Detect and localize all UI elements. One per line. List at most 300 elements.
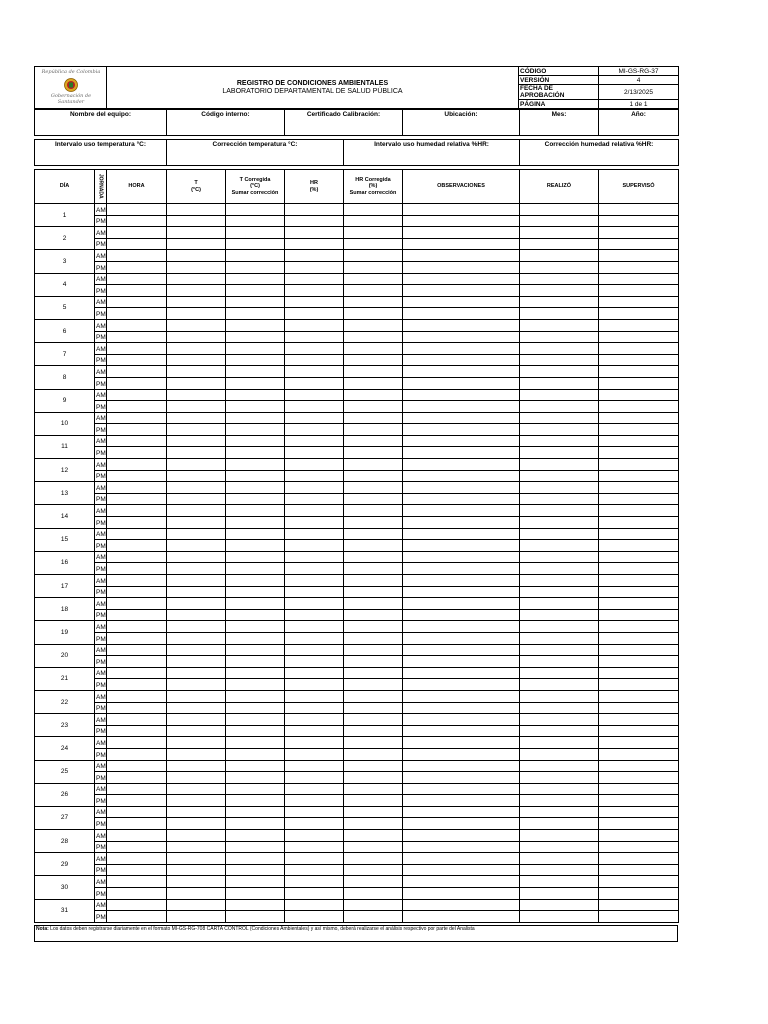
cell-superviso[interactable] bbox=[599, 667, 679, 679]
cell-hr[interactable] bbox=[285, 609, 344, 621]
cell-t[interactable] bbox=[167, 760, 226, 772]
cell-observaciones[interactable] bbox=[403, 667, 520, 679]
cell-hr[interactable] bbox=[285, 296, 344, 308]
cell-realizo[interactable] bbox=[520, 273, 599, 285]
cell-realizo[interactable] bbox=[520, 366, 599, 378]
cell-t-corregida[interactable] bbox=[226, 737, 285, 749]
cell-t-corregida[interactable] bbox=[226, 238, 285, 250]
cell-hr-corregida[interactable] bbox=[344, 401, 403, 413]
cell-observaciones[interactable] bbox=[403, 748, 520, 760]
cell-hr-corregida[interactable] bbox=[344, 760, 403, 772]
cell-t[interactable] bbox=[167, 586, 226, 598]
cell-hora[interactable] bbox=[107, 690, 167, 702]
cell-t[interactable] bbox=[167, 899, 226, 911]
cell-superviso[interactable] bbox=[599, 551, 679, 563]
cell-t-corregida[interactable] bbox=[226, 806, 285, 818]
cell-hora[interactable] bbox=[107, 227, 167, 239]
cell-realizo[interactable] bbox=[520, 632, 599, 644]
cell-hora[interactable] bbox=[107, 482, 167, 494]
cell-t-corregida[interactable] bbox=[226, 864, 285, 876]
cell-t-corregida[interactable] bbox=[226, 888, 285, 900]
cell-t[interactable] bbox=[167, 621, 226, 633]
cell-realizo[interactable] bbox=[520, 656, 599, 668]
cell-hr-corregida[interactable] bbox=[344, 505, 403, 517]
cell-realizo[interactable] bbox=[520, 690, 599, 702]
cell-hr[interactable] bbox=[285, 470, 344, 482]
cell-t-corregida[interactable] bbox=[226, 296, 285, 308]
cell-t[interactable] bbox=[167, 551, 226, 563]
cell-t[interactable] bbox=[167, 459, 226, 471]
cell-realizo[interactable] bbox=[520, 667, 599, 679]
cell-t[interactable] bbox=[167, 227, 226, 239]
cell-t[interactable] bbox=[167, 598, 226, 610]
cell-observaciones[interactable] bbox=[403, 563, 520, 575]
cell-t[interactable] bbox=[167, 319, 226, 331]
cell-hr-corregida[interactable] bbox=[344, 540, 403, 552]
cell-hr-corregida[interactable] bbox=[344, 343, 403, 355]
cell-hr[interactable] bbox=[285, 204, 344, 216]
cell-realizo[interactable] bbox=[520, 459, 599, 471]
cell-t-corregida[interactable] bbox=[226, 609, 285, 621]
cell-hr-corregida[interactable] bbox=[344, 296, 403, 308]
cell-superviso[interactable] bbox=[599, 215, 679, 227]
cell-t[interactable] bbox=[167, 493, 226, 505]
cell-realizo[interactable] bbox=[520, 876, 599, 888]
cell-hora[interactable] bbox=[107, 737, 167, 749]
cell-t[interactable] bbox=[167, 841, 226, 853]
cell-hr[interactable] bbox=[285, 598, 344, 610]
cell-superviso[interactable] bbox=[599, 806, 679, 818]
cell-hr[interactable] bbox=[285, 864, 344, 876]
cell-t-corregida[interactable] bbox=[226, 470, 285, 482]
cell-superviso[interactable] bbox=[599, 412, 679, 424]
cell-hr[interactable] bbox=[285, 621, 344, 633]
cell-hora[interactable] bbox=[107, 204, 167, 216]
cell-superviso[interactable] bbox=[599, 737, 679, 749]
cell-hr-corregida[interactable] bbox=[344, 667, 403, 679]
cell-superviso[interactable] bbox=[599, 795, 679, 807]
cell-superviso[interactable] bbox=[599, 656, 679, 668]
cell-hr[interactable] bbox=[285, 435, 344, 447]
cell-t-corregida[interactable] bbox=[226, 586, 285, 598]
cell-hr[interactable] bbox=[285, 563, 344, 575]
cell-t[interactable] bbox=[167, 517, 226, 529]
cell-t-corregida[interactable] bbox=[226, 505, 285, 517]
cell-observaciones[interactable] bbox=[403, 401, 520, 413]
field-correccion-humedad[interactable]: Corrección humedad relativa %HR: bbox=[520, 140, 679, 166]
cell-hr-corregida[interactable] bbox=[344, 598, 403, 610]
cell-realizo[interactable] bbox=[520, 517, 599, 529]
cell-observaciones[interactable] bbox=[403, 389, 520, 401]
cell-hr[interactable] bbox=[285, 888, 344, 900]
cell-realizo[interactable] bbox=[520, 308, 599, 320]
cell-observaciones[interactable] bbox=[403, 470, 520, 482]
cell-observaciones[interactable] bbox=[403, 690, 520, 702]
cell-hr[interactable] bbox=[285, 632, 344, 644]
cell-observaciones[interactable] bbox=[403, 830, 520, 842]
cell-superviso[interactable] bbox=[599, 482, 679, 494]
cell-t-corregida[interactable] bbox=[226, 389, 285, 401]
cell-superviso[interactable] bbox=[599, 331, 679, 343]
cell-realizo[interactable] bbox=[520, 285, 599, 297]
cell-observaciones[interactable] bbox=[403, 343, 520, 355]
cell-superviso[interactable] bbox=[599, 702, 679, 714]
cell-hr-corregida[interactable] bbox=[344, 227, 403, 239]
cell-hr[interactable] bbox=[285, 505, 344, 517]
field-intervalo-temperatura[interactable]: Intervalo uso temperatura °C: bbox=[35, 140, 167, 166]
cell-superviso[interactable] bbox=[599, 876, 679, 888]
cell-t[interactable] bbox=[167, 853, 226, 865]
cell-hora[interactable] bbox=[107, 238, 167, 250]
cell-realizo[interactable] bbox=[520, 783, 599, 795]
cell-hora[interactable] bbox=[107, 621, 167, 633]
cell-hr[interactable] bbox=[285, 412, 344, 424]
cell-superviso[interactable] bbox=[599, 459, 679, 471]
cell-hr[interactable] bbox=[285, 679, 344, 691]
cell-hora[interactable] bbox=[107, 470, 167, 482]
cell-hr-corregida[interactable] bbox=[344, 470, 403, 482]
cell-realizo[interactable] bbox=[520, 830, 599, 842]
cell-t-corregida[interactable] bbox=[226, 319, 285, 331]
cell-realizo[interactable] bbox=[520, 343, 599, 355]
cell-realizo[interactable] bbox=[520, 227, 599, 239]
cell-hr[interactable] bbox=[285, 238, 344, 250]
cell-hora[interactable] bbox=[107, 308, 167, 320]
field-anio[interactable]: Año: bbox=[599, 110, 679, 136]
cell-t[interactable] bbox=[167, 238, 226, 250]
cell-t-corregida[interactable] bbox=[226, 285, 285, 297]
cell-hora[interactable] bbox=[107, 656, 167, 668]
cell-hora[interactable] bbox=[107, 296, 167, 308]
cell-observaciones[interactable] bbox=[403, 540, 520, 552]
cell-t-corregida[interactable] bbox=[226, 760, 285, 772]
cell-hr[interactable] bbox=[285, 656, 344, 668]
cell-hr-corregida[interactable] bbox=[344, 818, 403, 830]
cell-hora[interactable] bbox=[107, 528, 167, 540]
cell-t[interactable] bbox=[167, 412, 226, 424]
cell-t-corregida[interactable] bbox=[226, 772, 285, 784]
cell-observaciones[interactable] bbox=[403, 679, 520, 691]
cell-hr[interactable] bbox=[285, 343, 344, 355]
cell-hora[interactable] bbox=[107, 435, 167, 447]
cell-superviso[interactable] bbox=[599, 285, 679, 297]
cell-observaciones[interactable] bbox=[403, 841, 520, 853]
cell-t-corregida[interactable] bbox=[226, 795, 285, 807]
cell-t-corregida[interactable] bbox=[226, 215, 285, 227]
cell-superviso[interactable] bbox=[599, 308, 679, 320]
cell-t[interactable] bbox=[167, 783, 226, 795]
cell-hr[interactable] bbox=[285, 714, 344, 726]
cell-superviso[interactable] bbox=[599, 644, 679, 656]
cell-hr-corregida[interactable] bbox=[344, 482, 403, 494]
cell-hora[interactable] bbox=[107, 540, 167, 552]
cell-realizo[interactable] bbox=[520, 725, 599, 737]
cell-hr[interactable] bbox=[285, 830, 344, 842]
cell-t[interactable] bbox=[167, 389, 226, 401]
field-equipo[interactable]: Nombre del equipo: bbox=[35, 110, 167, 136]
cell-realizo[interactable] bbox=[520, 354, 599, 366]
cell-hora[interactable] bbox=[107, 609, 167, 621]
cell-t[interactable] bbox=[167, 540, 226, 552]
cell-realizo[interactable] bbox=[520, 864, 599, 876]
cell-realizo[interactable] bbox=[520, 401, 599, 413]
cell-observaciones[interactable] bbox=[403, 818, 520, 830]
cell-t[interactable] bbox=[167, 667, 226, 679]
cell-t[interactable] bbox=[167, 830, 226, 842]
cell-superviso[interactable] bbox=[599, 296, 679, 308]
cell-t[interactable] bbox=[167, 424, 226, 436]
cell-superviso[interactable] bbox=[599, 424, 679, 436]
cell-observaciones[interactable] bbox=[403, 609, 520, 621]
cell-observaciones[interactable] bbox=[403, 250, 520, 262]
cell-realizo[interactable] bbox=[520, 319, 599, 331]
cell-realizo[interactable] bbox=[520, 748, 599, 760]
cell-hr-corregida[interactable] bbox=[344, 876, 403, 888]
cell-superviso[interactable] bbox=[599, 575, 679, 587]
cell-superviso[interactable] bbox=[599, 864, 679, 876]
cell-t-corregida[interactable] bbox=[226, 482, 285, 494]
cell-hr-corregida[interactable] bbox=[344, 714, 403, 726]
cell-hr[interactable] bbox=[285, 795, 344, 807]
cell-realizo[interactable] bbox=[520, 888, 599, 900]
cell-superviso[interactable] bbox=[599, 563, 679, 575]
cell-realizo[interactable] bbox=[520, 795, 599, 807]
cell-observaciones[interactable] bbox=[403, 505, 520, 517]
cell-observaciones[interactable] bbox=[403, 215, 520, 227]
cell-t[interactable] bbox=[167, 609, 226, 621]
cell-superviso[interactable] bbox=[599, 760, 679, 772]
field-codigo-interno[interactable]: Código interno: bbox=[167, 110, 285, 136]
cell-t[interactable] bbox=[167, 888, 226, 900]
cell-hr[interactable] bbox=[285, 841, 344, 853]
cell-hora[interactable] bbox=[107, 354, 167, 366]
cell-hr[interactable] bbox=[285, 702, 344, 714]
cell-hr[interactable] bbox=[285, 911, 344, 923]
cell-hr-corregida[interactable] bbox=[344, 285, 403, 297]
cell-t-corregida[interactable] bbox=[226, 876, 285, 888]
cell-realizo[interactable] bbox=[520, 714, 599, 726]
cell-observaciones[interactable] bbox=[403, 482, 520, 494]
cell-realizo[interactable] bbox=[520, 261, 599, 273]
cell-superviso[interactable] bbox=[599, 690, 679, 702]
cell-hr[interactable] bbox=[285, 424, 344, 436]
cell-hr-corregida[interactable] bbox=[344, 609, 403, 621]
cell-hora[interactable] bbox=[107, 331, 167, 343]
cell-realizo[interactable] bbox=[520, 621, 599, 633]
cell-hr[interactable] bbox=[285, 667, 344, 679]
cell-realizo[interactable] bbox=[520, 215, 599, 227]
cell-t-corregida[interactable] bbox=[226, 841, 285, 853]
cell-t-corregida[interactable] bbox=[226, 412, 285, 424]
cell-superviso[interactable] bbox=[599, 435, 679, 447]
cell-superviso[interactable] bbox=[599, 725, 679, 737]
cell-realizo[interactable] bbox=[520, 540, 599, 552]
cell-hora[interactable] bbox=[107, 575, 167, 587]
cell-observaciones[interactable] bbox=[403, 598, 520, 610]
cell-realizo[interactable] bbox=[520, 250, 599, 262]
cell-realizo[interactable] bbox=[520, 644, 599, 656]
cell-observaciones[interactable] bbox=[403, 656, 520, 668]
cell-superviso[interactable] bbox=[599, 679, 679, 691]
cell-realizo[interactable] bbox=[520, 447, 599, 459]
cell-hora[interactable] bbox=[107, 888, 167, 900]
cell-hr[interactable] bbox=[285, 853, 344, 865]
cell-superviso[interactable] bbox=[599, 319, 679, 331]
cell-t[interactable] bbox=[167, 702, 226, 714]
cell-observaciones[interactable] bbox=[403, 517, 520, 529]
cell-hr-corregida[interactable] bbox=[344, 493, 403, 505]
cell-hora[interactable] bbox=[107, 459, 167, 471]
cell-hr-corregida[interactable] bbox=[344, 424, 403, 436]
cell-hora[interactable] bbox=[107, 551, 167, 563]
cell-observaciones[interactable] bbox=[403, 575, 520, 587]
cell-hr[interactable] bbox=[285, 447, 344, 459]
cell-t-corregida[interactable] bbox=[226, 911, 285, 923]
cell-hr[interactable] bbox=[285, 319, 344, 331]
cell-hr-corregida[interactable] bbox=[344, 888, 403, 900]
cell-hr[interactable] bbox=[285, 273, 344, 285]
cell-hr-corregida[interactable] bbox=[344, 331, 403, 343]
cell-hr[interactable] bbox=[285, 737, 344, 749]
cell-superviso[interactable] bbox=[599, 227, 679, 239]
cell-t-corregida[interactable] bbox=[226, 551, 285, 563]
cell-superviso[interactable] bbox=[599, 238, 679, 250]
cell-hora[interactable] bbox=[107, 563, 167, 575]
cell-hr[interactable] bbox=[285, 551, 344, 563]
cell-hr-corregida[interactable] bbox=[344, 656, 403, 668]
cell-hr-corregida[interactable] bbox=[344, 725, 403, 737]
cell-hr[interactable] bbox=[285, 331, 344, 343]
cell-hr[interactable] bbox=[285, 389, 344, 401]
cell-hr-corregida[interactable] bbox=[344, 389, 403, 401]
cell-hr[interactable] bbox=[285, 748, 344, 760]
cell-t[interactable] bbox=[167, 644, 226, 656]
cell-t-corregida[interactable] bbox=[226, 644, 285, 656]
cell-t-corregida[interactable] bbox=[226, 459, 285, 471]
cell-hr-corregida[interactable] bbox=[344, 261, 403, 273]
cell-hr[interactable] bbox=[285, 308, 344, 320]
cell-t[interactable] bbox=[167, 447, 226, 459]
cell-realizo[interactable] bbox=[520, 760, 599, 772]
cell-t[interactable] bbox=[167, 343, 226, 355]
cell-hora[interactable] bbox=[107, 493, 167, 505]
cell-realizo[interactable] bbox=[520, 551, 599, 563]
cell-superviso[interactable] bbox=[599, 517, 679, 529]
cell-t-corregida[interactable] bbox=[226, 401, 285, 413]
cell-observaciones[interactable] bbox=[403, 285, 520, 297]
cell-superviso[interactable] bbox=[599, 447, 679, 459]
cell-observaciones[interactable] bbox=[403, 261, 520, 273]
cell-hr-corregida[interactable] bbox=[344, 632, 403, 644]
cell-observaciones[interactable] bbox=[403, 227, 520, 239]
cell-hr-corregida[interactable] bbox=[344, 841, 403, 853]
cell-observaciones[interactable] bbox=[403, 714, 520, 726]
cell-t[interactable] bbox=[167, 632, 226, 644]
cell-observaciones[interactable] bbox=[403, 377, 520, 389]
cell-t-corregida[interactable] bbox=[226, 227, 285, 239]
cell-hr[interactable] bbox=[285, 575, 344, 587]
cell-hr-corregida[interactable] bbox=[344, 575, 403, 587]
cell-t-corregida[interactable] bbox=[226, 435, 285, 447]
cell-hora[interactable] bbox=[107, 401, 167, 413]
cell-hr-corregida[interactable] bbox=[344, 586, 403, 598]
cell-t[interactable] bbox=[167, 401, 226, 413]
cell-observaciones[interactable] bbox=[403, 447, 520, 459]
cell-observaciones[interactable] bbox=[403, 204, 520, 216]
cell-hr-corregida[interactable] bbox=[344, 783, 403, 795]
cell-t[interactable] bbox=[167, 528, 226, 540]
cell-realizo[interactable] bbox=[520, 412, 599, 424]
cell-t-corregida[interactable] bbox=[226, 899, 285, 911]
cell-hr-corregida[interactable] bbox=[344, 204, 403, 216]
cell-hr-corregida[interactable] bbox=[344, 830, 403, 842]
cell-hr-corregida[interactable] bbox=[344, 354, 403, 366]
cell-hr-corregida[interactable] bbox=[344, 911, 403, 923]
cell-hr-corregida[interactable] bbox=[344, 679, 403, 691]
cell-t-corregida[interactable] bbox=[226, 308, 285, 320]
cell-hr-corregida[interactable] bbox=[344, 621, 403, 633]
cell-t[interactable] bbox=[167, 261, 226, 273]
cell-superviso[interactable] bbox=[599, 470, 679, 482]
cell-hr-corregida[interactable] bbox=[344, 772, 403, 784]
cell-hr[interactable] bbox=[285, 285, 344, 297]
cell-realizo[interactable] bbox=[520, 377, 599, 389]
cell-observaciones[interactable] bbox=[403, 795, 520, 807]
field-ubicacion[interactable]: Ubicación: bbox=[403, 110, 520, 136]
cell-observaciones[interactable] bbox=[403, 366, 520, 378]
cell-t[interactable] bbox=[167, 737, 226, 749]
cell-t[interactable] bbox=[167, 296, 226, 308]
cell-observaciones[interactable] bbox=[403, 853, 520, 865]
cell-hora[interactable] bbox=[107, 725, 167, 737]
cell-hora[interactable] bbox=[107, 853, 167, 865]
cell-hr-corregida[interactable] bbox=[344, 308, 403, 320]
cell-superviso[interactable] bbox=[599, 389, 679, 401]
cell-realizo[interactable] bbox=[520, 679, 599, 691]
cell-hr-corregida[interactable] bbox=[344, 864, 403, 876]
cell-hora[interactable] bbox=[107, 772, 167, 784]
cell-t-corregida[interactable] bbox=[226, 273, 285, 285]
cell-realizo[interactable] bbox=[520, 563, 599, 575]
cell-observaciones[interactable] bbox=[403, 760, 520, 772]
cell-observaciones[interactable] bbox=[403, 435, 520, 447]
cell-hora[interactable] bbox=[107, 505, 167, 517]
cell-superviso[interactable] bbox=[599, 888, 679, 900]
cell-hr-corregida[interactable] bbox=[344, 215, 403, 227]
cell-hr-corregida[interactable] bbox=[344, 366, 403, 378]
cell-t[interactable] bbox=[167, 772, 226, 784]
cell-observaciones[interactable] bbox=[403, 296, 520, 308]
cell-superviso[interactable] bbox=[599, 609, 679, 621]
cell-observaciones[interactable] bbox=[403, 702, 520, 714]
cell-realizo[interactable] bbox=[520, 911, 599, 923]
cell-hr-corregida[interactable] bbox=[344, 644, 403, 656]
cell-t-corregida[interactable] bbox=[226, 354, 285, 366]
cell-t[interactable] bbox=[167, 482, 226, 494]
cell-observaciones[interactable] bbox=[403, 493, 520, 505]
cell-hora[interactable] bbox=[107, 795, 167, 807]
cell-hora[interactable] bbox=[107, 319, 167, 331]
cell-hora[interactable] bbox=[107, 389, 167, 401]
cell-t-corregida[interactable] bbox=[226, 261, 285, 273]
cell-superviso[interactable] bbox=[599, 632, 679, 644]
cell-hr[interactable] bbox=[285, 482, 344, 494]
cell-hora[interactable] bbox=[107, 261, 167, 273]
cell-superviso[interactable] bbox=[599, 204, 679, 216]
cell-t-corregida[interactable] bbox=[226, 424, 285, 436]
cell-superviso[interactable] bbox=[599, 783, 679, 795]
cell-t[interactable] bbox=[167, 864, 226, 876]
